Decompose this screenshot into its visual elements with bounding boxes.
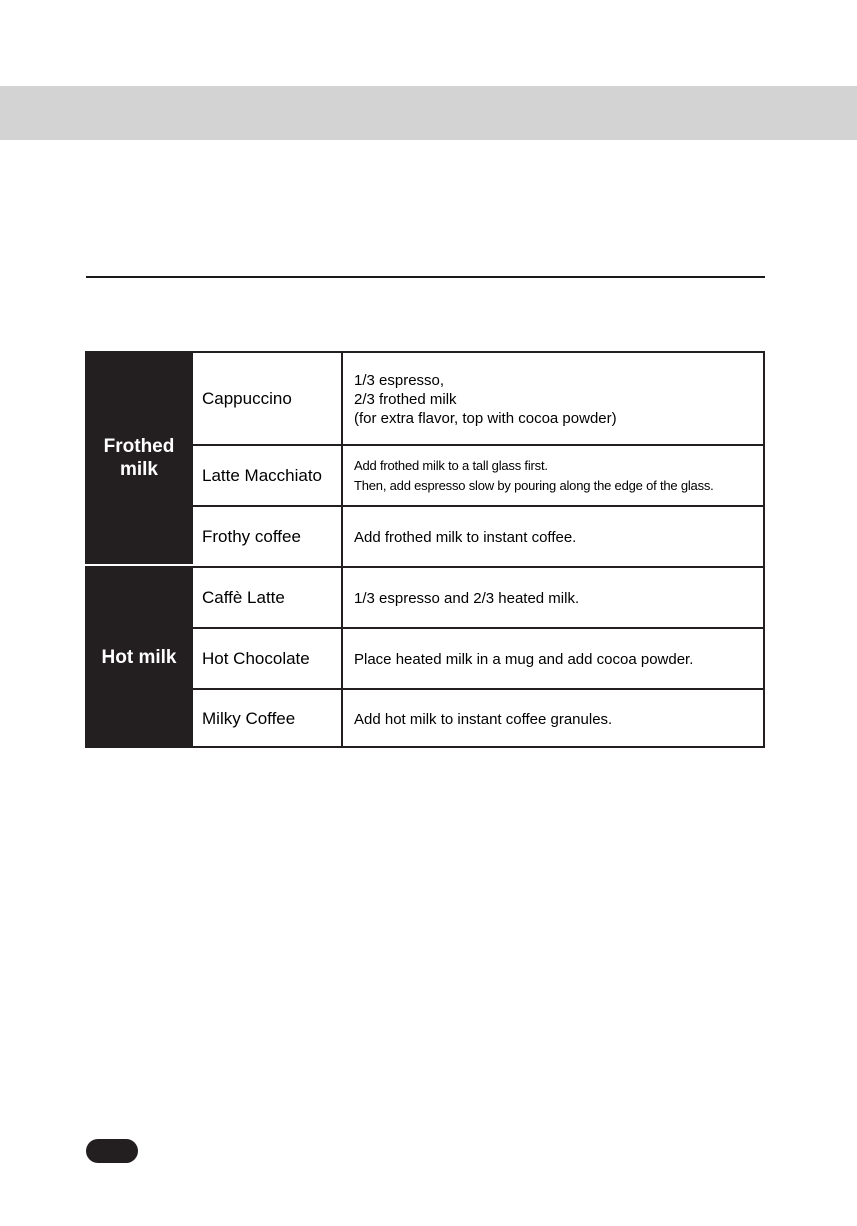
table-rows [193,351,765,748]
table-row [193,353,763,445]
drink-description: Add hot milk to instant coffee granules. [354,710,613,728]
drink-name: Caffè Latte [193,568,343,628]
drink-description: Add frothed milk to a tall glass first. Then, add espresso slow by pouring along the edge of the glass. [354,458,714,493]
section-rule [86,276,765,278]
header-band [0,86,857,140]
drink-description: 1/3 espresso and 2/3 heated milk. [354,589,580,607]
group-frothed-milk [85,351,193,564]
drink-description: Place heated milk in a mug and add cocoa powder. [354,650,694,668]
drink-name: Milky Coffee [193,690,343,748]
drink-description: Add frothed milk to instant coffee. [354,528,577,546]
drink-name: Frothy coffee [193,507,343,567]
table-row [193,444,763,506]
table-row [193,566,763,628]
table-row [193,627,763,689]
drink-description: 1/3 espresso, 2/3 frothed milk (for extra flavor, top with cocoa powder) [354,371,617,427]
group-label-hot-milk: Hot milk [101,646,177,668]
milk-drinks-table [85,351,765,748]
page-number-pill [86,1139,138,1163]
group-label-frothed-milk: Frothed milk [103,435,175,480]
drink-name: Cappuccino [193,353,343,445]
group-hot-milk [85,566,193,748]
drink-name: Hot Chocolate [193,629,343,689]
table-row [193,505,763,567]
table-row [193,688,763,748]
drink-name: Latte Macchiato [193,446,343,506]
